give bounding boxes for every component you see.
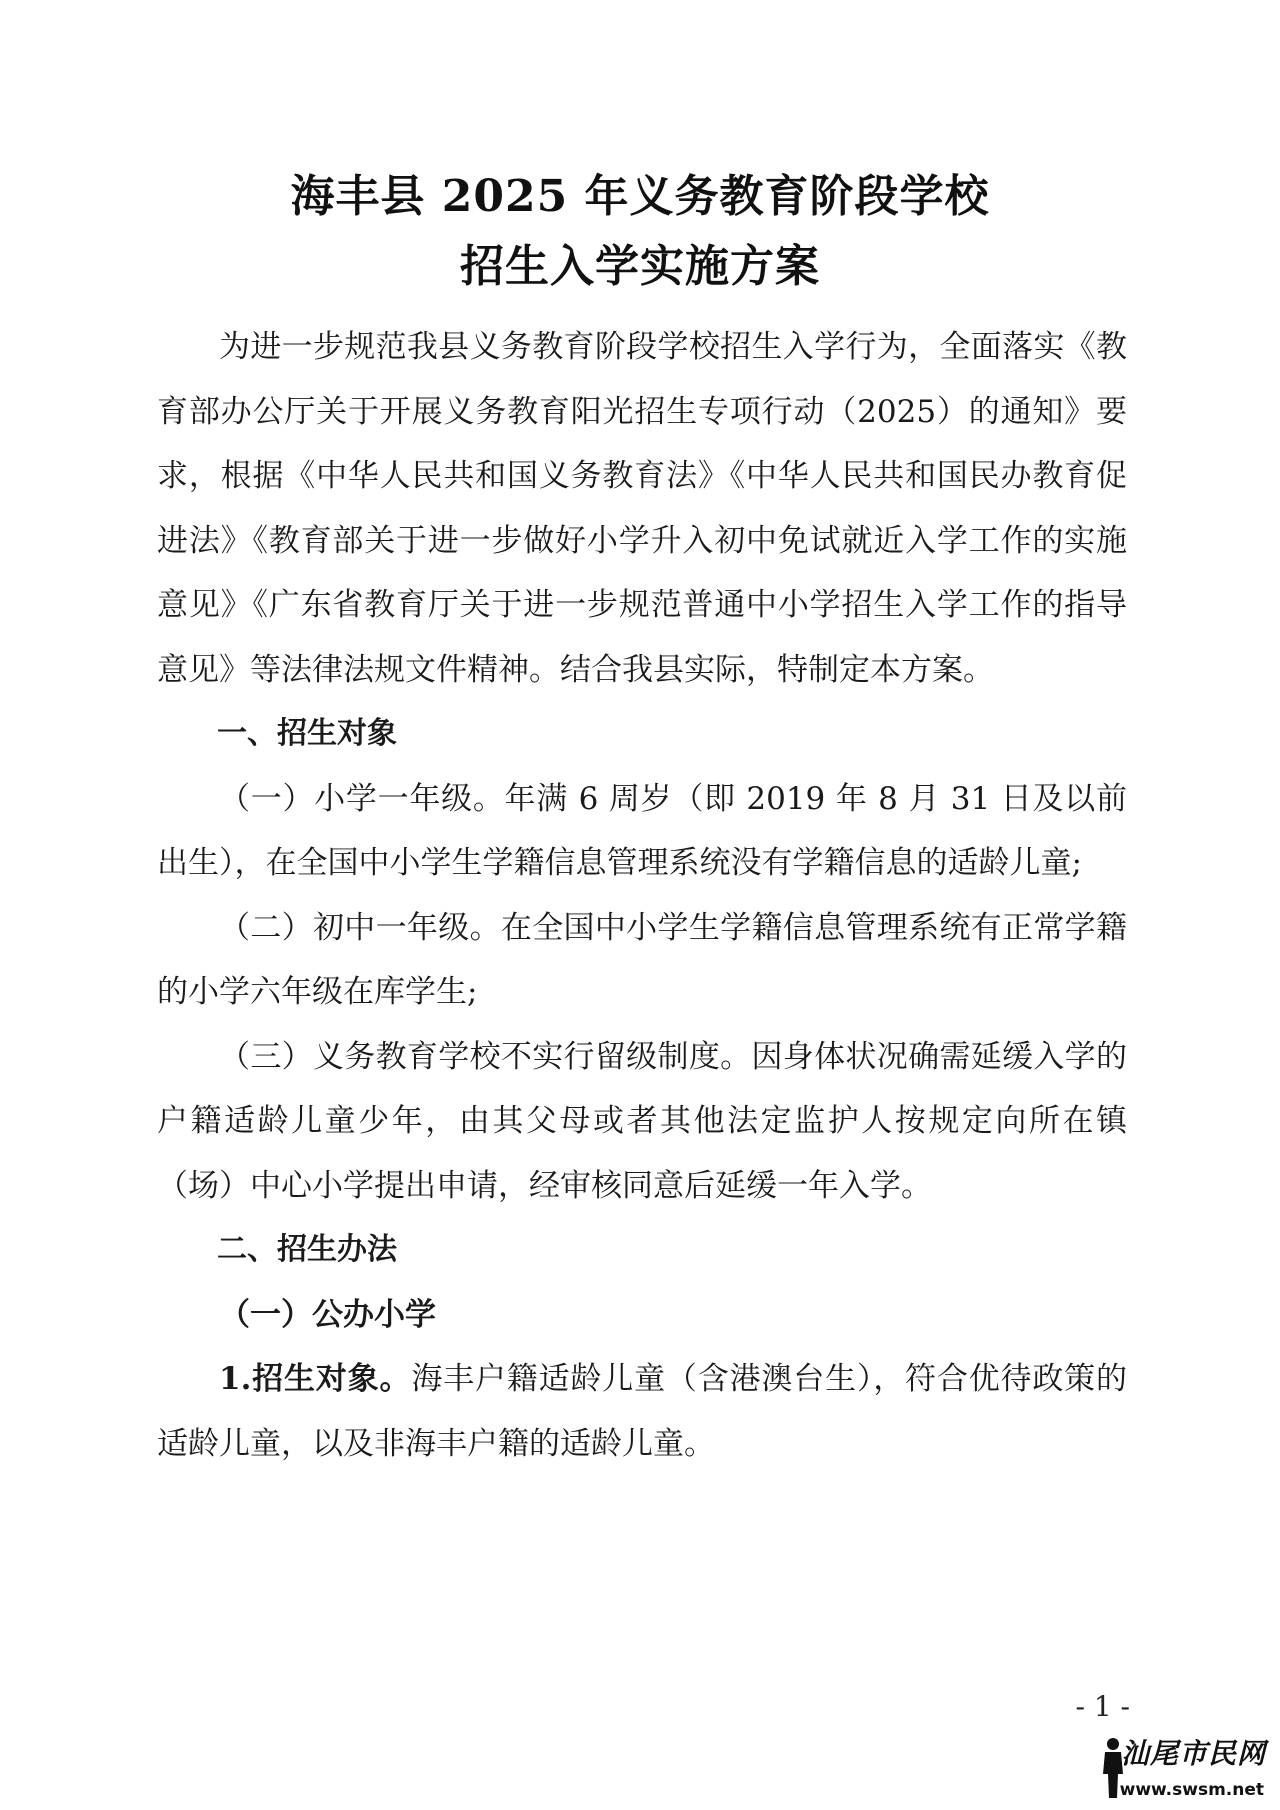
watermark-site-name: 汕尾市民网 (1120, 1737, 1266, 1770)
section2-subheading1: （一）公办小学 (219, 1296, 436, 1333)
document-body (157, 315, 1127, 1476)
document-title-line1: 海丰县 2025 年义务教育阶段学校 (290, 171, 990, 222)
watermark-url: www.swsm.net (1119, 1780, 1264, 1800)
section1-item2: （二）初中一年级。在全国中小学生学籍信息管理系统有正常学籍的小学六年级在库学生; (157, 909, 1127, 1010)
document-title-line2: 招生入学实施方案 (460, 241, 820, 292)
section2-item1-lead: 1.招生对象。 (219, 1361, 412, 1397)
page-number: - 1 - (1075, 1690, 1130, 1723)
intro-paragraph: 为进一步规范我县义务教育阶段学校招生入学行为，全面落实《教育部办公厅关于开展义务教育阳光招生专项行动（2025）的通知》要求，根据《中华人民共和国义务教育法》《中华人民共和国民办教育促进法》《教育部关于进一步做好小学升入初中免试就近入学工作的实施意见》《广东省教育厅关于进一步规范普通中小学招生入学工作的指导意见》等法律法规文件精神。结合我县实际，特制定本方案。 (157, 329, 1127, 688)
section2-heading: 二、招生办法 (217, 1232, 397, 1267)
section1-item3: （三）义务教育学校不实行留级制度。因身体状况确需延缓入学的户籍适龄儿童少年，由其父母或者其他法定监护人按规定向所在镇（场）中心小学提出申请，经审核同意后延缓一年入学。 (157, 1038, 1127, 1204)
section2-item1 (157, 1347, 1127, 1476)
section2-item1-text: 海丰户籍适龄儿童（含港澳台生），符合优待政策的适龄儿童，以及非海丰户籍的适龄儿童。 (157, 1361, 1127, 1462)
section1-heading: 一、招生对象 (217, 716, 397, 751)
section1-item1: （一）小学一年级。年满 6 周岁（即 2019 年 8 月 31 日及以前出生），在全国中小学生学籍信息管理系统没有学籍信息的适龄儿童; (157, 780, 1127, 881)
